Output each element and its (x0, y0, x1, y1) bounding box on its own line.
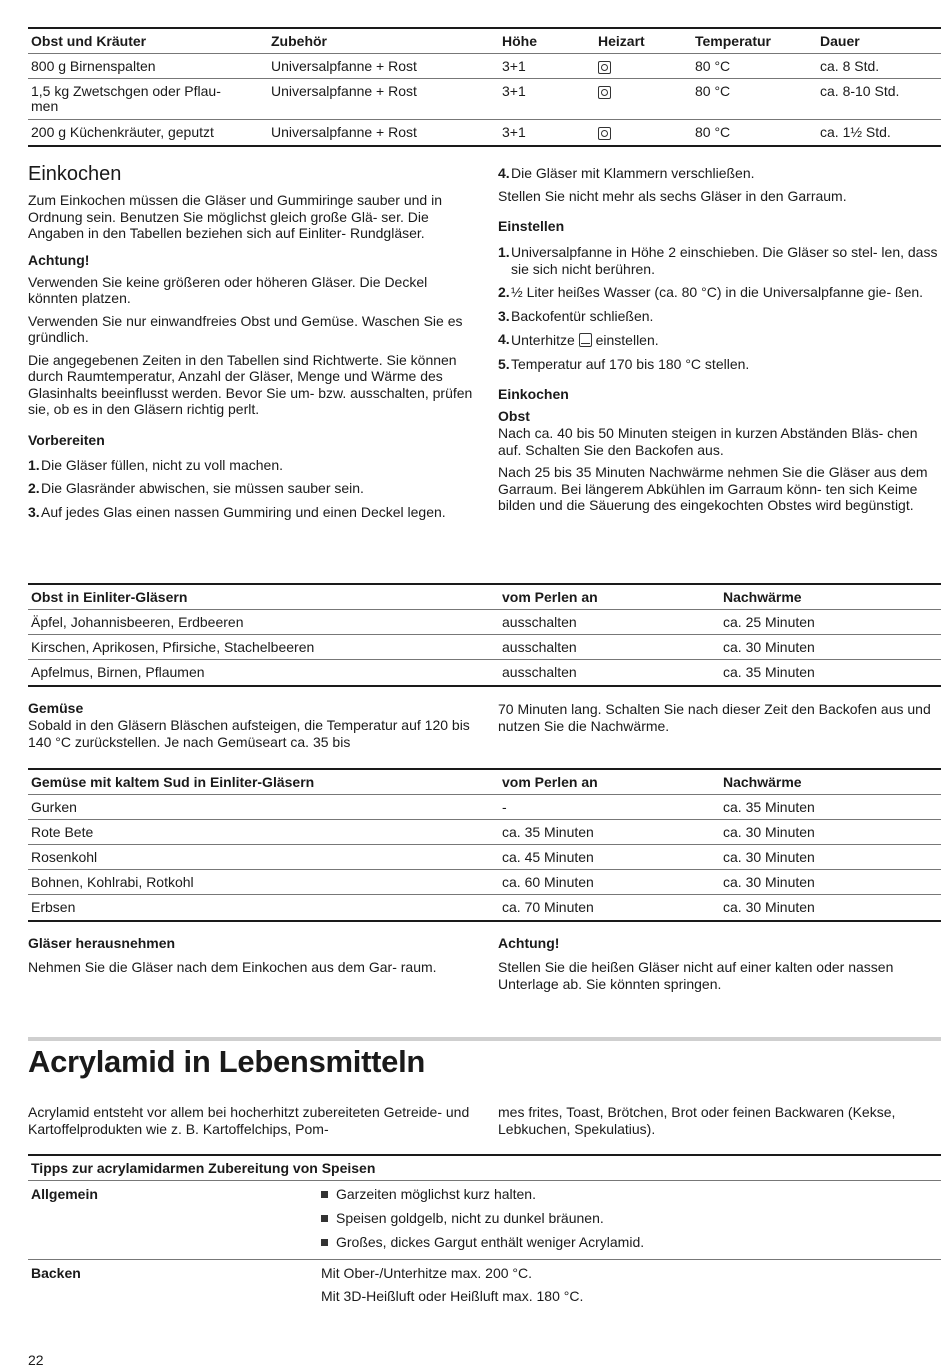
list-item: 2. ½ Liter heißes Wasser (ca. 80 °C) in die Universalpfanne gie- ßen. (498, 284, 924, 300)
table-cell: 800 g Birnenspalten (28, 54, 268, 79)
paragraph: Acrylamid entsteht vor allem bei hocherhitzt zubereiteten Getreide- und Kartoffelprodukten wie z. B. Kartoffelchips, Pom- (28, 1104, 470, 1137)
table-row (28, 79, 941, 120)
table-cell: ca. 8-10 Std. (817, 79, 941, 120)
paragraph: Zum Einkochen müssen die Gläser und Gummiringe sauber und in Ordnung sein. Benutzen Sie möglichst gleich große Glä- ser. Die Angaben in den Tabellen beziehen sich auf Einliter- Rundgläser. (28, 192, 442, 241)
vegetable-jars-table (28, 768, 941, 922)
table-cell: Rosenkohl (28, 845, 499, 870)
list-item: 5. Temperatur auf 170 bis 180 °C stellen. (498, 355, 750, 372)
table-row (28, 845, 941, 870)
table-cell: ca. 45 Minuten (499, 845, 720, 870)
table-cell: ca. 70 Minuten (499, 895, 720, 921)
table-cell: Universalpfanne + Rost (268, 54, 499, 79)
table-cell: Rote Bete (28, 820, 499, 845)
bullet-icon (321, 1215, 328, 1222)
table-row (28, 795, 941, 820)
table-header: vom Perlen an (502, 589, 598, 605)
table-header: Zubehör (271, 33, 327, 49)
subsection-title: Einkochen (498, 386, 569, 402)
table-header: Gemüse mit kaltem Sud in Einliter-Gläsern (31, 774, 315, 790)
list-item: 3. Backofentür schließen. (498, 307, 654, 324)
table-cell: ca. 35 Minuten (720, 660, 941, 686)
table-header: Temperatur (695, 33, 771, 49)
table-cell: - (499, 795, 720, 820)
table-cell: ausschalten (499, 635, 720, 660)
section-vegetables-left (28, 700, 473, 750)
table-cell: Universalpfanne + Rost (268, 79, 499, 120)
list-item: Speisen goldgelb, nicht zu dunkel bräunen. (321, 1211, 938, 1235)
table-row (28, 54, 941, 79)
list-item: Großes, dickes Gargut enthält weniger Acrylamid. (321, 1235, 938, 1255)
row-label: Allgemein (28, 1181, 318, 1260)
settings-steps-list (498, 244, 943, 372)
page-number: 22 (28, 1352, 44, 1368)
hot-air-icon (598, 127, 611, 140)
subsection-title: Gemüse (28, 700, 84, 716)
acrylamid-intro-right (498, 1104, 943, 1137)
table-cell: ca. 8 Std. (817, 54, 941, 79)
subsection-title: Obst (498, 408, 530, 424)
subsection-title: Einstellen (498, 218, 565, 234)
table-row (28, 610, 941, 635)
hot-air-icon (598, 61, 611, 74)
section-vegetables-right (498, 701, 943, 734)
list-item: 1. Die Gläser füllen, nicht zu voll machen. (28, 456, 283, 473)
table-cell: Erbsen (28, 895, 499, 921)
table-row (28, 660, 941, 686)
warning-title: Achtung! (498, 935, 560, 951)
section-divider (28, 1037, 941, 1041)
paragraph: Nach ca. 40 bis 50 Minuten steigen in kurzen Abständen Bläs- chen auf. Schalten Sie den Backofen aus. (498, 425, 918, 458)
acrylamid-tips-table (28, 1154, 941, 1309)
table-row (28, 120, 941, 146)
row-label: Backen (28, 1260, 318, 1310)
table-cell: ca. 30 Minuten (720, 845, 941, 870)
paragraph: Stellen Sie nicht mehr als sechs Gläser in den Garraum. (498, 187, 847, 204)
table-cell: ca. 30 Minuten (720, 820, 941, 845)
paragraph: 70 Minuten lang. Schalten Sie nach dieser Zeit den Backofen aus und nutzen Sie die Nachwärme. (498, 701, 931, 734)
table-row (28, 1260, 941, 1310)
paragraph: mes frites, Toast, Brötchen, Brot oder feinen Backwaren (Kekse, Lebkuchen, Spekulatius). (498, 1104, 896, 1137)
list-item: 3. Auf jedes Glas einen nassen Gummiring und einen Deckel legen. (28, 503, 446, 520)
list-item: Garzeiten möglichst kurz halten. (321, 1187, 938, 1211)
table-header: Obst und Kräuter (31, 33, 147, 49)
table-cell: Universalpfanne + Rost (268, 120, 499, 146)
bottom-heat-icon (579, 333, 592, 347)
table-cell: Bohnen, Kohlrabi, Rotkohl (28, 870, 499, 895)
bullet-icon (321, 1191, 328, 1198)
section-einkochen-left (28, 163, 473, 527)
table-cell: ca. 30 Minuten (720, 870, 941, 895)
table-cell: ca. 1½ Std. (817, 120, 941, 146)
table-cell: 80 °C (692, 79, 817, 120)
table-cell: ca. 35 Minuten (720, 795, 941, 820)
table-row (28, 870, 941, 895)
paragraph: Verwenden Sie nur einwandfreies Obst und Gemüse. Waschen Sie es gründlich. (28, 312, 463, 345)
section-remove-jars (28, 935, 473, 976)
table-header: Tipps zur acrylamidarmen Zubereitung von Speisen (31, 1160, 376, 1176)
table-header: Heizart (598, 33, 645, 49)
section-title: Einkochen (28, 163, 122, 185)
prep-steps-list (28, 457, 473, 521)
paragraph: Verwenden Sie keine größeren oder höheren Gläser. Die Deckel könnten platzen. (28, 273, 428, 306)
table-header: Nachwärme (723, 774, 802, 790)
table-cell: ca. 25 Minuten (720, 610, 941, 635)
list-item: 2. Die Glasränder abwischen, sie müssen sauber sein. (28, 480, 364, 496)
paragraph: Sobald in den Gläsern Bläschen aufsteigen, die Temperatur auf 120 bis 140 °C zurückstellen. Je nach Gemüseart ca. 35 bis (28, 717, 470, 750)
table-cell: ausschalten (499, 610, 720, 635)
baking-table-fruit-herbs (28, 27, 941, 147)
warning-title: Achtung! (28, 251, 90, 268)
table-header: Dauer (820, 33, 860, 49)
paragraph: Nehmen Sie die Gläser nach dem Einkochen aus dem Gar- raum. (28, 959, 437, 975)
table-cell: Gurken (28, 795, 499, 820)
table-cell: ca. 60 Minuten (499, 870, 720, 895)
table-cell: ausschalten (499, 660, 720, 686)
table-cell: 80 °C (692, 120, 817, 146)
table-header: Höhe (502, 33, 537, 49)
subsection-title: Vorbereiten (28, 431, 105, 448)
table-cell: 200 g Küchenkräuter, geputzt (28, 120, 268, 146)
paragraph: Nach 25 bis 35 Minuten Nachwärme nehmen Sie die Gläser aus dem Garraum. Bei längerem Abkühlen im Garraum könn- ten sich Keime bilden und die Säuerung des eingekochten Obstes wird begünstigt. (498, 464, 928, 513)
table-row (28, 635, 941, 660)
table-row (28, 895, 941, 921)
acrylamid-intro-left (28, 1104, 473, 1137)
paragraph: Stellen Sie die heißen Gläser nicht auf einer kalten oder nassen Unterlage ab. Sie könnten springen. (498, 959, 894, 992)
table-cell: 80 °C (692, 54, 817, 79)
table-row (28, 820, 941, 845)
hot-air-icon (598, 86, 611, 99)
table-cell: ca. 30 Minuten (720, 895, 941, 921)
table-cell: 3+1 (499, 120, 595, 146)
table-header: Obst in Einliter-Gläsern (31, 589, 188, 605)
list-item: Mit Ober-/Unterhitze max. 200 °C. (321, 1265, 532, 1281)
list-item: 4. Die Gläser mit Klammern verschließen. (498, 165, 755, 181)
table-cell: Apfelmus, Birnen, Pflaumen (28, 660, 499, 686)
chapter-title: Acrylamid in Lebensmitteln (28, 1044, 426, 1079)
table-cell: 3+1 (499, 79, 595, 120)
section-einkochen-right (498, 165, 943, 514)
section-warning-hot-jars (498, 935, 943, 992)
table-cell: ca. 35 Minuten (499, 820, 720, 845)
table-header: vom Perlen an (502, 774, 598, 790)
table-cell: 3+1 (499, 54, 595, 79)
table-cell: ca. 30 Minuten (720, 635, 941, 660)
table-header: Nachwärme (723, 589, 802, 605)
bullet-icon (321, 1239, 328, 1246)
table-row (28, 1181, 941, 1260)
list-item: 4. Unterhitze einstellen. (498, 331, 659, 348)
fruit-jars-table (28, 583, 941, 687)
prep-steps-list-cont (498, 165, 943, 182)
table-cell: Äpfel, Johannisbeeren, Erdbeeren (28, 610, 499, 635)
list-item: Mit 3D-Heißluft oder Heißluft max. 180 °C. (321, 1288, 584, 1304)
subsection-title: Gläser herausnehmen (28, 935, 176, 951)
paragraph: Die angegebenen Zeiten in den Tabellen sind Richtwerte. Sie können durch Raumtemperatur, Anzahl der Gläser, Menge und Wärme des Glasinhalts beeinflusst werden. Bevor Sie um- bzw. ausschalten, prüfen sie, ob es in den Gläsern richtig perlt. (28, 351, 473, 417)
table-cell: 1,5 kg Zwetschgen oder Pflau- men (28, 79, 268, 120)
list-item: 1. Universalpfanne in Höhe 2 einschieben. Die Gläser so stel- len, dass sie sich nicht berühren. (498, 244, 938, 277)
table-cell: Kirschen, Aprikosen, Pfirsiche, Stachelbeeren (28, 635, 499, 660)
